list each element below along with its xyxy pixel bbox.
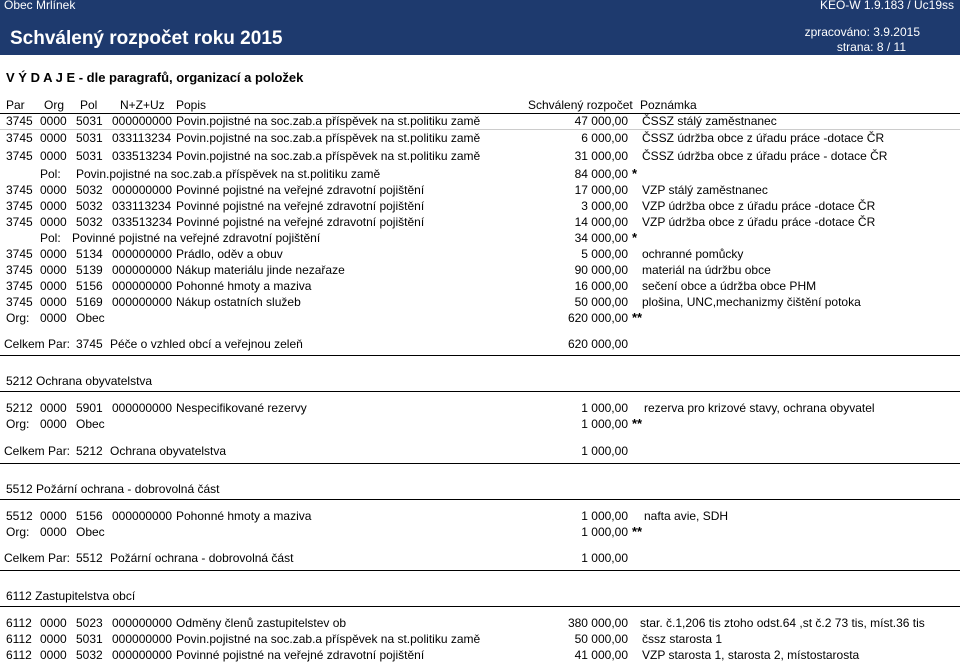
cell-pol: 5031 <box>76 632 103 646</box>
org-code: 0000 <box>40 417 67 431</box>
total-label: Celkem Par: <box>4 444 71 458</box>
org-label: Org: <box>6 525 30 539</box>
page-label: strana: <box>836 40 874 54</box>
cell-par: 6112 <box>6 648 32 662</box>
page-value: 8 / 11 <box>876 40 906 54</box>
section-divider <box>0 570 960 571</box>
cell-desc: Nákup materiálu jinde nezařaze <box>176 263 345 277</box>
table-row <box>0 615 960 631</box>
subtotal-mark: ** <box>632 416 643 431</box>
pol-subtotal <box>0 230 960 246</box>
org-code: 0000 <box>40 311 67 325</box>
cell-nz: 000000000 <box>112 247 173 261</box>
cell-org: 0000 <box>40 648 67 662</box>
org-name: Obec Mrlínek <box>4 0 76 12</box>
section-divider <box>0 391 960 392</box>
table-row <box>0 508 960 524</box>
section-divider <box>0 499 960 500</box>
cell-org: 0000 <box>40 401 67 415</box>
table-row <box>0 631 960 647</box>
cell-pol: 5169 <box>76 295 103 309</box>
cell-amount: 17 000,00 <box>574 183 628 197</box>
table-row <box>0 182 960 198</box>
org-subtotal <box>0 524 960 540</box>
org-amount: 1 000,00 <box>581 525 628 539</box>
total-label: Celkem Par: <box>4 337 71 351</box>
total-desc: Ochrana obyvatelstva <box>110 444 227 458</box>
cell-pol: 5031 <box>76 149 103 163</box>
report-title: Schválený rozpočet roku 2015 <box>10 28 283 49</box>
cell-note: VZP údržba obce z úřadu práce -dotace ČR <box>642 199 876 213</box>
total-desc: Požární ochrana - dobrovolná část <box>110 551 294 565</box>
pol-amount: 84 000,00 <box>574 167 628 181</box>
col-pol: Pol <box>80 98 98 112</box>
pol-label: Pol: <box>40 167 61 181</box>
cell-org: 0000 <box>40 183 67 197</box>
col-org: Org <box>44 98 65 112</box>
subtotal-mark: ** <box>632 524 643 539</box>
col-amount: Schválený rozpočet <box>528 98 633 112</box>
cell-nz: 033113234 <box>112 131 172 145</box>
cell-amount: 90 000,00 <box>574 263 628 277</box>
cell-amount: 1 000,00 <box>581 401 628 415</box>
pol-subtotal <box>0 166 960 182</box>
cell-org: 0000 <box>40 247 67 261</box>
cell-pol: 5031 <box>76 131 103 145</box>
total-desc: Péče o vzhled obcí a veřejnou zeleň <box>110 337 303 351</box>
cell-pol: 5023 <box>76 616 103 630</box>
cell-desc: Prádlo, oděv a obuv <box>176 247 283 261</box>
pol-label: Pol: <box>40 231 61 245</box>
total-par: 3745 <box>76 337 103 351</box>
cell-par: 3745 <box>6 183 33 197</box>
cell-pol: 5032 <box>76 183 103 197</box>
cell-note: VZP stálý zaměstnanec <box>642 183 768 197</box>
cell-pol: 5156 <box>76 509 103 523</box>
cell-desc: Povin.pojistné na soc.zab.a příspěvek na st.politiku zamě <box>176 131 481 145</box>
org-code: 0000 <box>40 525 67 539</box>
cell-desc: Nespecifikované rezervy <box>176 401 307 415</box>
cell-pol: 5031 <box>76 114 103 128</box>
cell-nz: 000000000 <box>112 632 173 646</box>
cell-par: 3745 <box>6 199 33 213</box>
pol-amount: 34 000,00 <box>574 231 628 245</box>
total-par: 5512 <box>76 551 103 565</box>
cell-amount: 1 000,00 <box>581 509 628 523</box>
processed-date-block <box>805 25 920 39</box>
version-label: KEO-W 1.9.183 / Uc19ss <box>819 0 954 12</box>
cell-amount: 5 000,00 <box>581 247 628 261</box>
col-nz: N+Z+Uz <box>120 98 165 112</box>
org-amount: 1 000,00 <box>581 417 628 431</box>
col-desc: Popis <box>176 98 207 112</box>
table-row <box>0 148 960 164</box>
table-row <box>0 198 960 214</box>
paragraph-total <box>0 443 960 459</box>
cell-pol: 5139 <box>76 263 103 277</box>
column-headers <box>0 97 960 113</box>
cell-amount: 41 000,00 <box>574 648 628 662</box>
cell-nz: 000000000 <box>112 648 173 662</box>
cell-desc: Povinné pojistné na veřejné zdravotní pojištění <box>176 648 425 662</box>
cell-note: materiál na údržbu obce <box>642 263 771 277</box>
cell-nz: 000000000 <box>112 401 173 415</box>
org-amount: 620 000,00 <box>567 311 628 325</box>
cell-pol: 5032 <box>76 648 103 662</box>
cell-note: čssz starosta 1 <box>642 632 723 646</box>
table-row <box>0 294 960 310</box>
cell-nz: 000000000 <box>112 279 173 293</box>
cell-par: 3745 <box>6 215 33 229</box>
total-amount: 620 000,00 <box>567 337 628 351</box>
org-label: Org: <box>6 417 30 431</box>
table-row <box>0 246 960 262</box>
table-row <box>0 130 960 146</box>
paragraph-total <box>0 550 960 566</box>
cell-note: rezerva pro krizové stavy, ochrana obyvatel <box>644 401 875 415</box>
total-par: 5212 <box>76 444 103 458</box>
cell-desc: Povinné pojistné na veřejné zdravotní pojištění <box>176 183 425 197</box>
section-divider <box>0 606 960 607</box>
cell-par: 3745 <box>6 279 33 293</box>
cell-org: 0000 <box>40 215 67 229</box>
cell-org: 0000 <box>40 509 67 523</box>
cell-desc: Odměny členů zastupitelstev ob <box>176 616 347 630</box>
org-label: Org: <box>6 311 30 325</box>
cell-org: 0000 <box>40 632 67 646</box>
cell-org: 0000 <box>40 263 67 277</box>
cell-desc: Nákup ostatních služeb <box>176 295 301 309</box>
cell-par: 5212 <box>6 401 33 415</box>
org-name: Obec <box>76 525 105 539</box>
cell-nz: 000000000 <box>112 263 173 277</box>
cell-par: 3745 <box>6 247 33 261</box>
cell-pol: 5032 <box>76 199 103 213</box>
pol-desc: Povin.pojistné na soc.zab.a příspěvek na st.politiku zamě <box>76 167 381 181</box>
cell-amount: 47 000,00 <box>574 114 628 128</box>
cell-par: 3745 <box>6 295 33 309</box>
cell-nz: 033513234 <box>112 149 173 163</box>
table-row <box>0 113 960 129</box>
cell-note: plošina, UNC,mechanizmy čištění potoka <box>642 295 861 309</box>
table-row <box>0 278 960 294</box>
org-subtotal <box>0 310 960 326</box>
cell-par: 6112 <box>6 632 32 646</box>
page-indicator <box>837 40 906 54</box>
section-divider <box>0 463 960 464</box>
table-row <box>0 647 960 663</box>
cell-nz: 000000000 <box>112 509 173 523</box>
cell-desc: Povinné pojistné na veřejné zdravotní pojištění <box>176 215 425 229</box>
org-name: Obec <box>76 417 105 431</box>
cell-nz: 000000000 <box>112 295 173 309</box>
table-row <box>0 262 960 278</box>
cell-amount: 16 000,00 <box>574 279 628 293</box>
table-row <box>0 400 960 416</box>
cell-pol: 5156 <box>76 279 103 293</box>
section-title: 5512 Požární ochrana - dobrovolná část <box>6 482 220 496</box>
pol-desc: Povinné pojistné na veřejné zdravotní pojištění <box>72 231 321 245</box>
cell-nz: 000000000 <box>112 114 173 128</box>
section-divider <box>0 355 960 356</box>
cell-desc: Povin.pojistné na soc.zab.a příspěvek na st.politiku zamě <box>176 632 481 646</box>
cell-org: 0000 <box>40 199 67 213</box>
cell-nz: 033113234 <box>112 199 172 213</box>
subtotal-mark: ** <box>632 310 643 325</box>
cell-amount: 31 000,00 <box>574 149 628 163</box>
cell-note: star. č.1,206 tis ztoho odst.64 ,st č.2 73 tis, míst.36 tis <box>640 616 925 630</box>
processed-date: 3.9.2015 <box>873 25 920 39</box>
org-subtotal <box>0 416 960 432</box>
cell-note: nafta avie, SDH <box>644 509 729 523</box>
cell-amount: 6 000,00 <box>581 131 628 145</box>
cell-nz: 033513234 <box>112 215 173 229</box>
cell-note: ČSSZ stálý zaměstnanec <box>642 114 777 128</box>
cell-note: ČSSZ údržba obce z úřadu práce - dotace ČR <box>642 149 888 163</box>
cell-org: 0000 <box>40 131 67 145</box>
cell-org: 0000 <box>40 616 67 630</box>
cell-desc: Povinné pojistné na veřejné zdravotní pojištění <box>176 199 425 213</box>
processed-label: zpracováno: <box>804 25 870 39</box>
table-row <box>0 214 960 230</box>
cell-par: 3745 <box>6 263 33 277</box>
cell-pol: 5901 <box>76 401 103 415</box>
total-amount: 1 000,00 <box>581 551 628 565</box>
cell-desc: Povin.pojistné na soc.zab.a příspěvek na st.politiku zamě <box>176 149 481 163</box>
cell-note: ochranné pomůcky <box>642 247 744 261</box>
cell-amount: 380 000,00 <box>567 616 628 630</box>
cell-desc: Povin.pojistné na soc.zab.a příspěvek na st.politiku zamě <box>176 114 481 128</box>
cell-org: 0000 <box>40 295 67 309</box>
cell-amount: 50 000,00 <box>574 632 628 646</box>
cell-desc: Pohonné hmoty a maziva <box>176 509 312 523</box>
cell-par: 6112 <box>6 616 32 630</box>
cell-amount: 3 000,00 <box>581 199 628 213</box>
cell-note: sečení obce a údržba obce PHM <box>642 279 817 293</box>
cell-note: VZP starosta 1, starosta 2, místostarosta <box>642 648 860 662</box>
cell-org: 0000 <box>40 114 67 128</box>
cell-pol: 5032 <box>76 215 103 229</box>
cell-amount: 14 000,00 <box>574 215 628 229</box>
cell-org: 0000 <box>40 149 67 163</box>
org-name: Obec <box>76 311 105 325</box>
total-amount: 1 000,00 <box>581 444 628 458</box>
cell-nz: 000000000 <box>112 183 173 197</box>
paragraph-total <box>0 336 960 352</box>
cell-note: ČSSZ údržba obce z úřadu práce -dotace ČR <box>642 131 885 145</box>
cell-org: 0000 <box>40 279 67 293</box>
subtotal-mark: * <box>632 166 638 181</box>
cell-amount: 50 000,00 <box>574 295 628 309</box>
cell-nz: 000000000 <box>112 616 173 630</box>
cell-par: 3745 <box>6 131 33 145</box>
cell-par: 5512 <box>6 509 33 523</box>
report-subtitle: V Ý D A J E - dle paragrafů, organizací a položek <box>6 70 304 85</box>
cell-par: 3745 <box>6 114 33 128</box>
cell-par: 3745 <box>6 149 33 163</box>
col-par: Par <box>6 98 25 112</box>
cell-note: VZP údržba obce z úřadu práce -dotace ČR <box>642 215 876 229</box>
total-label: Celkem Par: <box>4 551 71 565</box>
section-title: 5212 Ochrana obyvatelstva <box>6 374 153 388</box>
col-note: Poznámka <box>640 98 697 112</box>
section-title: 6112 Zastupitelstva obcí <box>6 589 136 603</box>
cell-pol: 5134 <box>76 247 103 261</box>
subtotal-mark: * <box>632 230 638 245</box>
cell-desc: Pohonné hmoty a maziva <box>176 279 312 293</box>
